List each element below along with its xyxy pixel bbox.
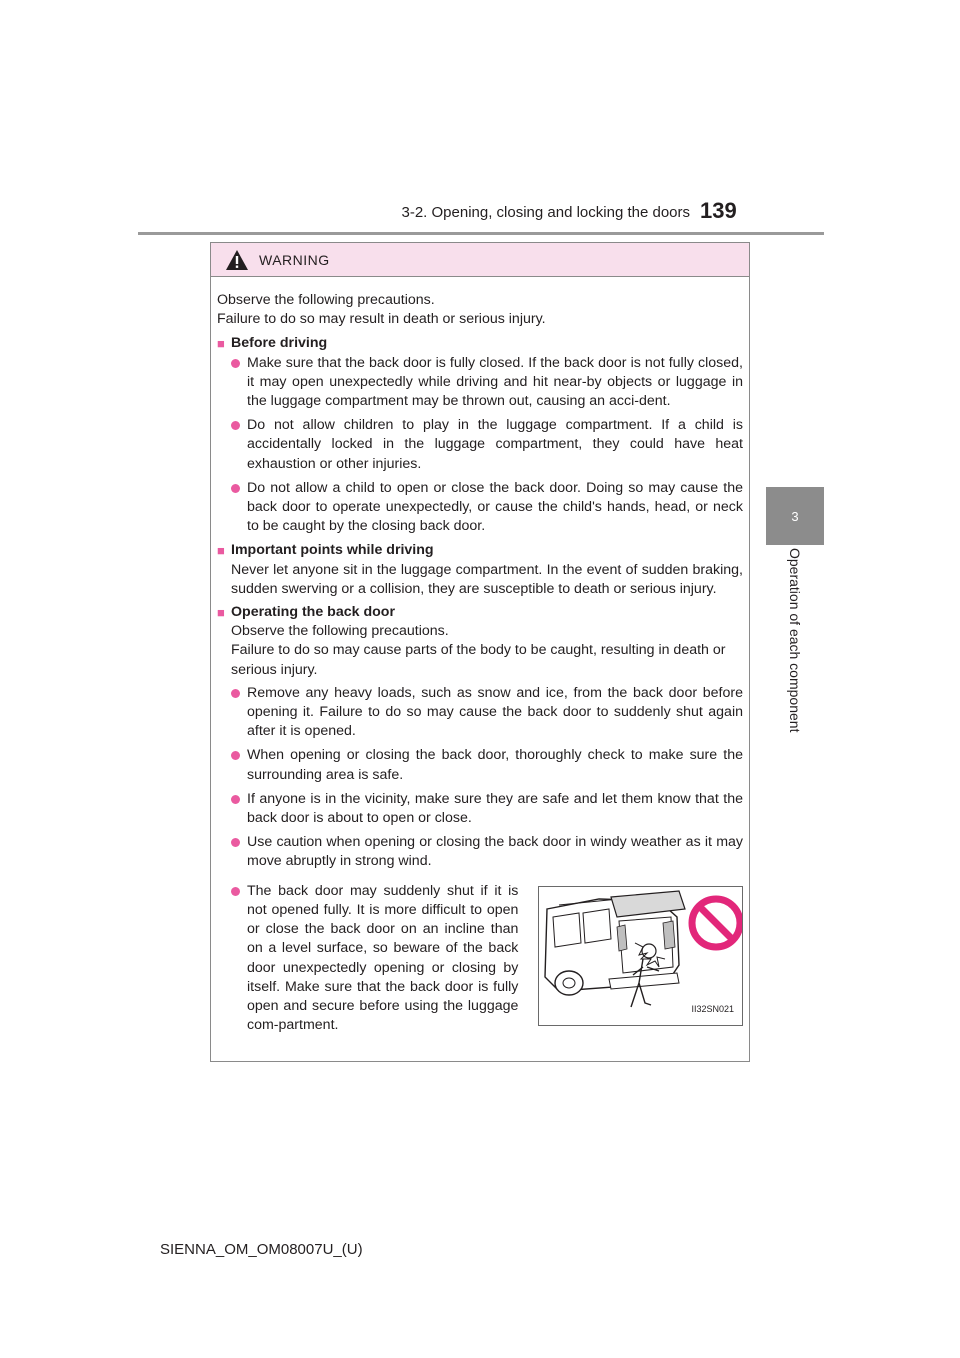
warning-box [210,242,750,1062]
circle-bullet-icon [231,689,240,698]
intro-line: Failure to do so may result in death or serious injury. [217,311,546,328]
header-section-title: 3-2. Opening, closing and locking the doors [401,204,690,221]
list-item [231,479,743,537]
chapter-label-container [766,548,824,748]
bullet-text: When opening or closing the back door, thoroughly check to make sure the surrounding area is safe. [247,747,743,783]
bullet-text: The back door may suddenly shut if it is not opened fully. It is more difficult to open or close the back door on an incline than on a level surface, so beware of the back door unexpectedly opening or closing by itself. Make sure that the back door is fully open and secure before using the luggage com-partment. [247,882,519,1034]
section-heading [217,603,743,622]
bullet-text: Make sure that the back door is fully closed. If the back door is not fully closed, it may open unexpectedly while driving and hit near-by objects or luggage in the luggage compartment may be thrown out, causing an acci-dent. [247,354,743,410]
square-bullet-icon: ■ [217,605,225,621]
bullet-text: Remove any heavy loads, such as snow and ice, from the back door before opening it. Failure to do so may cause the back door to suddenly shut again after it is opened. [247,684,743,740]
header-rule [138,232,824,235]
bullet-text: Use caution when opening or closing the back door in windy weather as it may move abruptly in strong wind. [247,834,743,870]
square-bullet-icon: ■ [217,543,225,559]
footer-doc-code: SIENNA_OM_OM08007U_(U) [160,1241,363,1258]
list-item [231,684,743,742]
circle-bullet-icon [231,421,240,430]
chapter-tab [766,487,824,545]
section-text: Never let anyone sit in the luggage compartment. In the event of sudden braking, sudden swerving or a collision, they are susceptible to death or serious injury. [231,561,743,597]
chapter-number: 3 [791,508,799,524]
warning-title: WARNING [259,251,330,268]
section-heading [217,334,743,353]
warning-triangle-icon [225,249,249,271]
warning-header [211,243,749,277]
bullet-text: Do not allow a child to open or close the back door. Doing so may cause the back door to operate unexpectedly, or cause the child's hands, head, or neck to be caught by the closing back door. [247,479,743,535]
section-text: Failure to do so may cause parts of the body to be caught, resulting in death or serious injury. [231,642,726,678]
intro-line: Observe the following precautions. [217,292,435,308]
bullet-text: If anyone is in the vicinity, make sure they are safe and let them know that the back door is about to open or close. [247,790,743,827]
warning-body [211,277,749,1040]
list-item [231,746,743,784]
list-item [231,833,743,871]
section-text: Observe the following precautions. [231,623,449,640]
circle-bullet-icon [231,751,240,760]
image-row [217,882,743,1041]
section-heading-text: Before driving [231,335,328,352]
chapter-label: Operation of each component [787,548,803,733]
circle-bullet-icon [231,484,240,493]
circle-bullet-icon [231,838,240,847]
bullet-text: Do not allow children to play in the luggage compartment. If a child is accidentally locked in the luggage compartment, they could have heat exhaustion or other injuries. [247,417,743,472]
list-item [231,416,743,474]
section-heading-text: Operating the back door [231,604,395,621]
list-item [231,354,743,412]
illustration-figure [538,886,743,1026]
figure-id: II32SN021 [691,1004,734,1015]
circle-bullet-icon [231,887,240,896]
circle-bullet-icon [231,359,240,368]
section-heading [217,541,743,560]
section-heading-text: Important points while driving [231,542,434,559]
list-item [231,790,743,828]
list-item [231,882,518,1036]
page-number: 139 [700,198,737,223]
square-bullet-icon: ■ [217,336,225,352]
circle-bullet-icon [231,795,240,804]
